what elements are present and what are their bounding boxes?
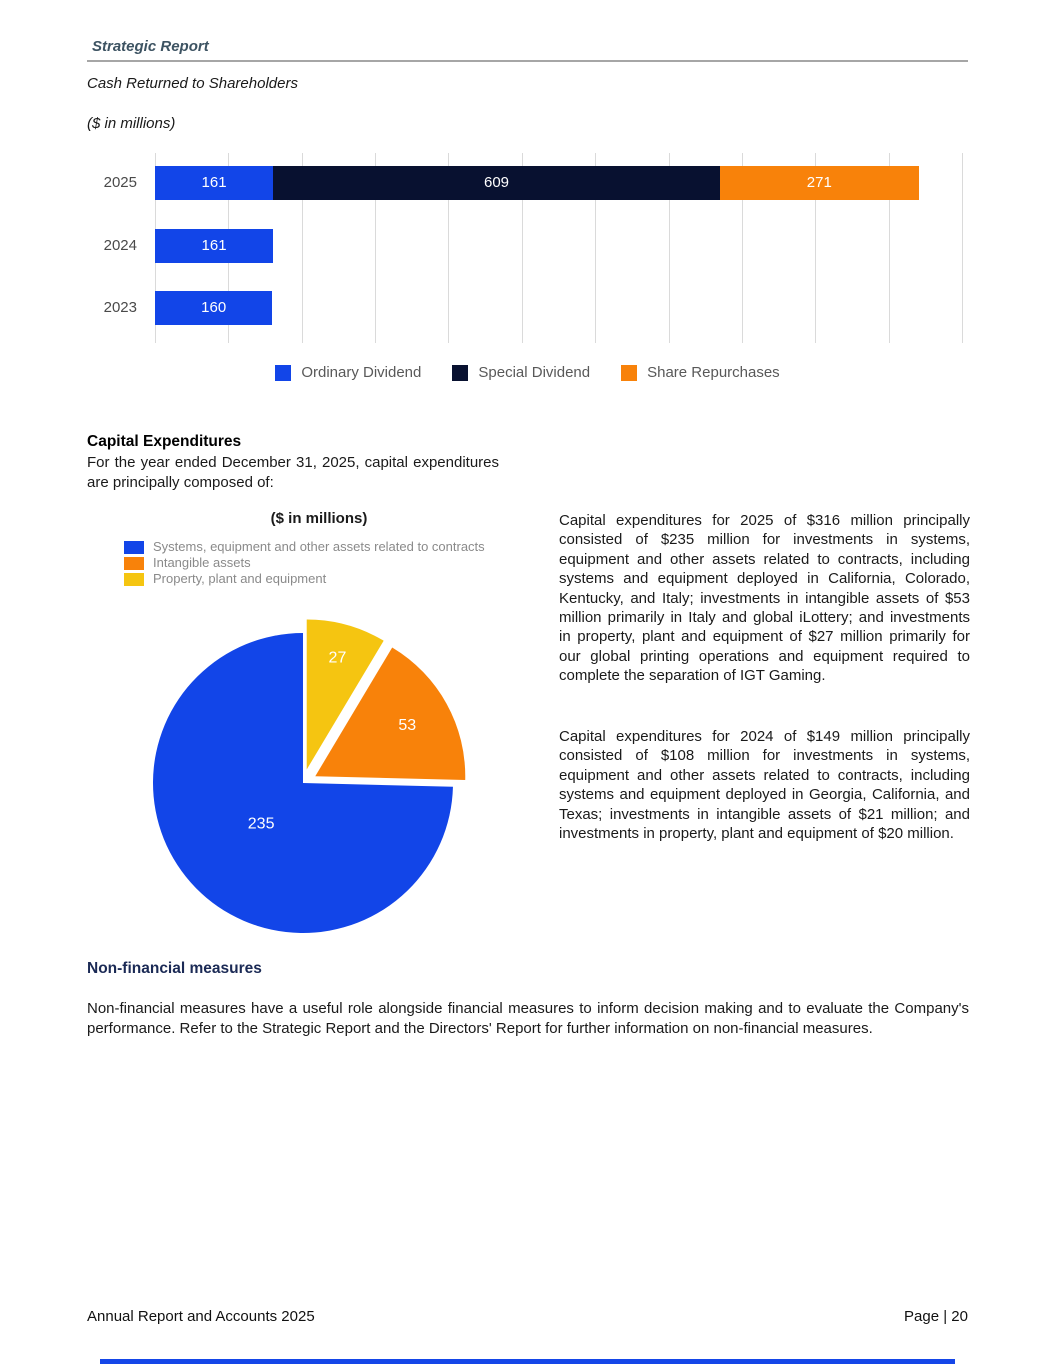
bar-segment: 160	[155, 291, 272, 325]
legend-swatch-icon	[452, 365, 468, 381]
cash-chart-units-note: ($ in millions)	[87, 115, 176, 132]
pie-legend-label: Property, plant and equipment	[153, 571, 327, 586]
footer-report-name: Annual Report and Accounts 2025	[87, 1308, 315, 1325]
capex-2025-paragraph: Capital expenditures for 2025 of $316 million principally consisted of $235 million for investments in systems, equipment and other assets related to contracts, including systems and equipment deployed in California, Colorado, Kentucky, and Italy; investments in intangible assets of $53 million primarily in Italy and global iLottery; and investments in property, plant and equipment of $27 million primarily for our global printing operations and equipment required to complete the separation of IGT Gaming.	[559, 512, 970, 685]
legend-item	[275, 364, 421, 381]
legend-swatch-icon	[621, 365, 637, 381]
pie-legend-label: Systems, equipment and other assets related to contracts	[153, 539, 485, 554]
bar-category-label: 2025	[103, 174, 137, 191]
bar-segment: 609	[273, 166, 720, 200]
cash-returned-bar-chart	[103, 153, 962, 343]
legend-item	[621, 364, 780, 381]
legend-swatch-icon	[275, 365, 291, 381]
footer-accent-bar	[100, 1359, 955, 1364]
bar-category-label: 2024	[103, 237, 137, 254]
bar-segment: 161	[155, 229, 273, 263]
capital-expenditures-heading: Capital Expenditures	[87, 433, 242, 450]
pie-legend-swatch-icon	[124, 541, 144, 554]
legend-label: Ordinary Dividend	[301, 364, 422, 381]
pie-slice-value: 27	[328, 649, 347, 667]
legend-label: Special Dividend	[478, 364, 591, 381]
pie-legend-item	[124, 540, 485, 554]
pie-legend-label: Intangible assets	[153, 555, 251, 570]
capital-expenditures-intro: For the year ended December 31, 2025, capital expenditures are principally composed of:	[87, 454, 499, 491]
bar-segment: 161	[155, 166, 273, 200]
non-financial-measures-heading: Non-financial measures	[87, 960, 262, 977]
chart-gridline	[962, 153, 963, 343]
bar-chart-legend	[0, 364, 1055, 381]
header-divider	[87, 60, 968, 62]
pie-legend-item	[124, 572, 485, 586]
legend-label: Share Repurchases	[647, 364, 780, 381]
cash-chart-title: Cash Returned to Shareholders	[87, 75, 298, 92]
pie-chart-title: ($ in millions)	[270, 510, 368, 527]
pie-slice-value: 235	[247, 815, 275, 833]
pie-legend-swatch-icon	[124, 557, 144, 570]
footer-page-number: Page | 20	[904, 1308, 968, 1325]
capex-pie-chart	[120, 600, 490, 945]
pie-legend-item	[124, 556, 485, 570]
page-title: Strategic Report	[92, 38, 209, 55]
non-financial-measures-paragraph: Non-financial measures have a useful role alongside financial measures to inform decision making and to evaluate the Company's performance. Refer to the Strategic Report and the Directors' Report for further information on non-financial measures.	[87, 1000, 969, 1037]
bar-segment: 271	[720, 166, 919, 200]
pie-chart-legend	[124, 540, 485, 586]
bar-category-label: 2023	[103, 299, 137, 316]
pie-legend-swatch-icon	[124, 573, 144, 586]
capex-2024-paragraph: Capital expenditures for 2024 of $149 million principally consisted of $108 million for investments in systems, equipment and other assets related to contracts, including systems and equipment deployed in Georgia, California, and Texas; investments in intangible assets of $21 million; and investments in property, plant and equipment of $20 million.	[559, 728, 970, 843]
legend-item	[452, 364, 590, 381]
pie-slice-value: 53	[398, 717, 417, 735]
pie-svg	[120, 600, 490, 945]
